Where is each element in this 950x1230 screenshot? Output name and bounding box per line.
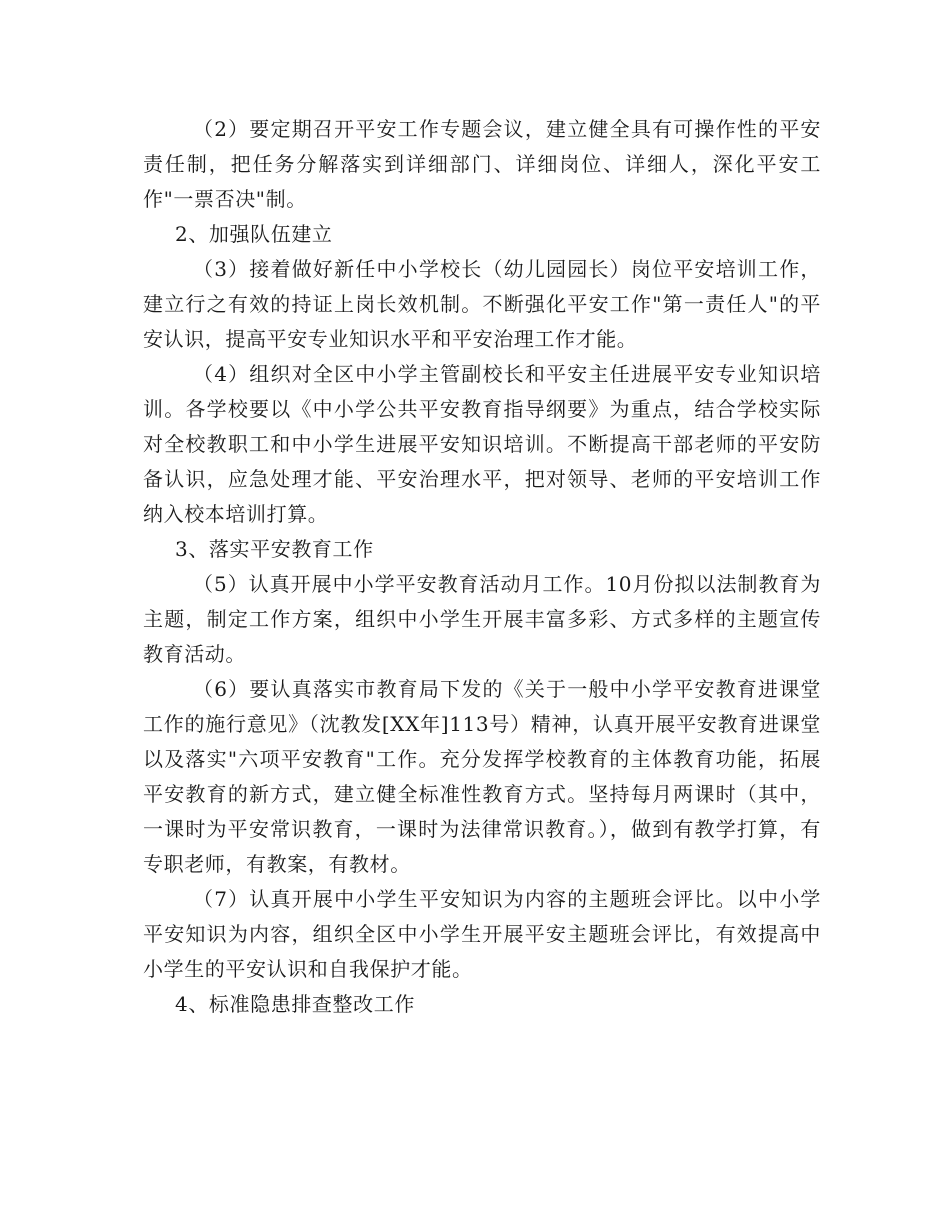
section-heading-3: 3、落实平安教育工作: [175, 537, 374, 561]
paragraph-5: （5）认真开展中小学平安教育活动月工作。10月份拟以法制教育为主题，制定工作方案，组织中小学生开展丰富多彩、方式多样的主题宣传教育活动。: [143, 572, 821, 666]
paragraph-6: （6）要认真落实市教育局下发的《关于一般中小学平安教育进课堂工作的施行意见》（沈教发[XX年]113号）精神，认真开展平安教育进课堂以及落实"六项平安教育"工作。充分发挥学校教育的主体教育功能，拓展平安教育的新方式，建立健全标准性教育方式。坚持每月两课时（其中，一课时为平安常识教育，一课时为法律常识教育。），做到有教学打算，有专职老师，有教案，有教材。: [143, 677, 821, 876]
paragraph-2: （2）要定期召开平安工作专题会议，建立健全具有可操作性的平安责任制，把任务分解落实到详细部门、详细岗位、详细人，深化平安工作"一票否决"制。: [143, 117, 821, 211]
paragraph-3: （3）接着做好新任中小学校长（幼儿园园长）岗位平安培训工作，建立行之有效的持证上岗长效机制。不断强化平安工作"第一责任人"的平安认识，提高平安专业知识水平和平安治理工作才能。: [143, 257, 821, 351]
section-heading-2: 2、加强队伍建立: [175, 222, 333, 246]
document-body: [143, 112, 821, 1022]
paragraph-7: （7）认真开展中小学生平安知识为内容的主题班会评比。以中小学平安知识为内容，组织全区中小学生开展平安主题班会评比，有效提高中小学生的平安认识和自我保护才能。: [143, 887, 821, 981]
paragraph-4: （4）组织对全区中小学主管副校长和平安主任进展平安专业知识培训。各学校要以《中小学公共平安教育指导纲要》为重点，结合学校实际对全校教职工和中小学生进展平安知识培训。不断提高干部老师的平安防备认识，应急处理才能、平安治理水平，把对领导、老师的平安培训工作纳入校本培训打算。: [143, 362, 821, 526]
section-heading-4: 4、标准隐患排查整改工作: [175, 992, 415, 1016]
